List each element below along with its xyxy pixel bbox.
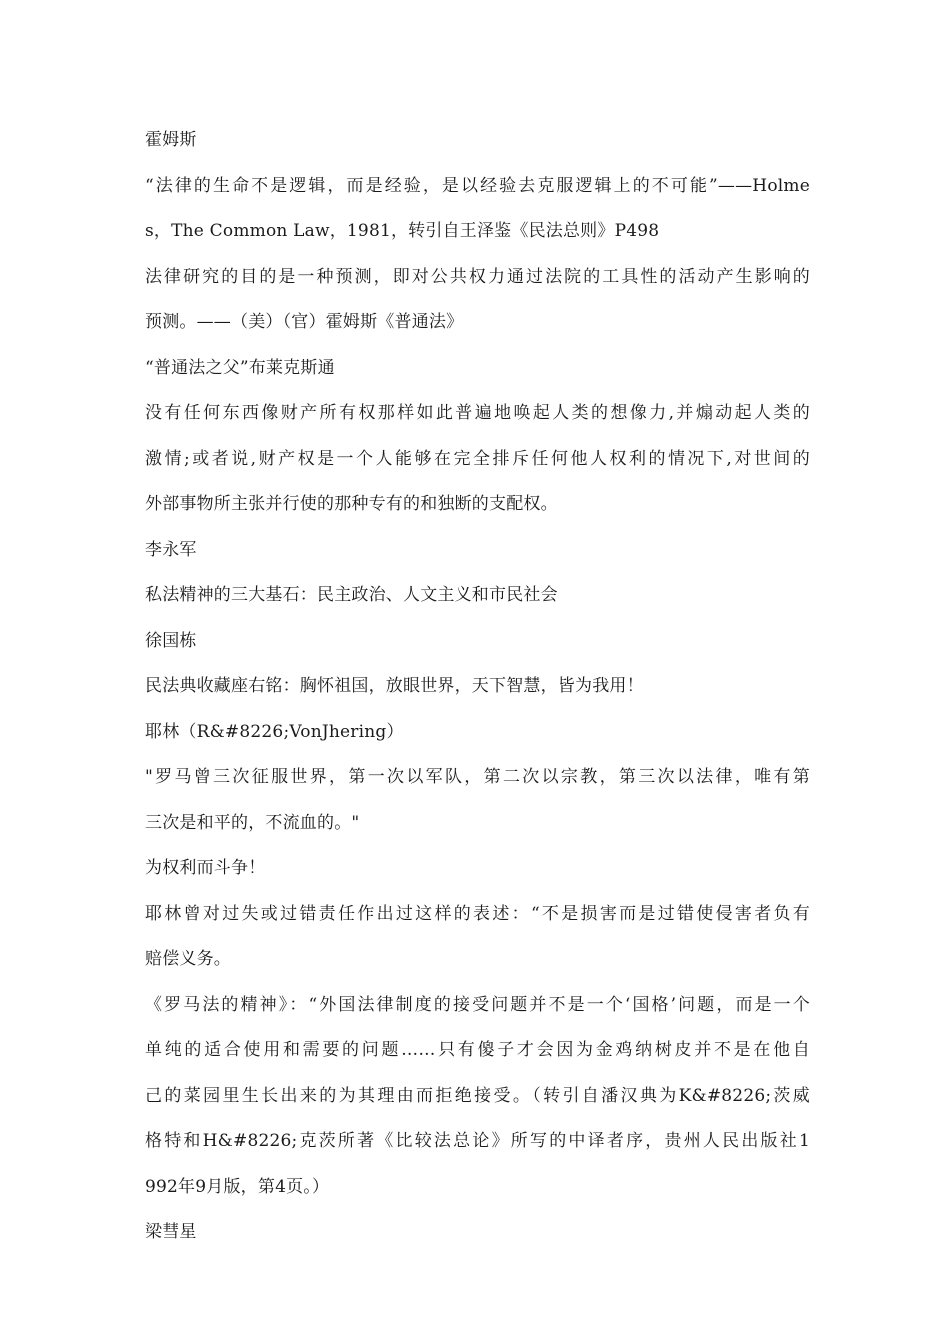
text-line: 没有任何东西像财产所有权那样如此普遍地唤起人类的想像力,并煽动起人类的: [145, 403, 810, 423]
text-line: "罗马曾三次征服世界，第一次以军队，第二次以宗教，第三次以法律，唯有第: [145, 767, 810, 787]
text-line: 三次是和平的，不流血的。": [145, 812, 360, 833]
text-line: 私法精神的三大基石：民主政治、人文主义和市民社会: [145, 585, 558, 605]
text-line: s，The Common Law，1981，转引自王泽鉴《民法总则》P498: [145, 221, 660, 241]
text-line: 《罗马法的精神》：“外国法律制度的接受问题并不是一个‘国格’问题，而是一个: [145, 994, 810, 1015]
text-line: 格特和H&#8226;克茨所著《比较法总论》所写的中译者序，贵州人民出版社1: [145, 1131, 810, 1151]
text-line: 激情;或者说,财产权是一个人能够在完全排斥任何他人权利的情况下,对世间的: [145, 448, 810, 469]
text-line: “普通法之父”布莱克斯通: [145, 357, 335, 378]
text-line: 耶林（R&#8226;VonJhering）: [145, 721, 404, 742]
text-line: 梁彗星: [145, 1222, 197, 1242]
text-line: 民法典收藏座右铭：胸怀祖国，放眼世界，天下智慧，皆为我用！: [145, 676, 644, 696]
text-line: 为权利而斗争！: [145, 858, 266, 878]
text-line: 徐国栋: [145, 630, 197, 651]
text-line: 耶林曾对过失或过错责任作出过这样的表述：“不是损害而是过错使侵害者负有: [145, 903, 810, 924]
text-line: 预测。——（美）（官）霍姆斯《普通法》: [145, 312, 464, 332]
text-line: 己的菜园里生长出来的为其理由而拒绝接受。（转引自潘汉典为K&#8226;茨威: [145, 1085, 810, 1106]
text-line: 992年9月版，第4页。）: [145, 1176, 330, 1197]
text-line: 法律研究的目的是一种预测，即对公共权力通过法院的工具性的活动产生影响的: [145, 266, 810, 287]
document-body: [145, 118, 810, 1256]
text-line: 外部事物所主张并行使的那种专有的和独断的支配权。: [145, 494, 558, 514]
text-line: 单纯的适合使用和需要的问题……只有傻子才会因为金鸡纳树皮并不是在他自: [145, 1040, 810, 1060]
text-line: “法律的生命不是逻辑，而是经验，是以经验去克服逻辑上的不可能”——Holme: [145, 175, 810, 196]
text-line: 赔偿义务。: [145, 949, 231, 969]
text-line: 李永军: [145, 539, 197, 560]
text-line: 霍姆斯: [145, 130, 197, 150]
